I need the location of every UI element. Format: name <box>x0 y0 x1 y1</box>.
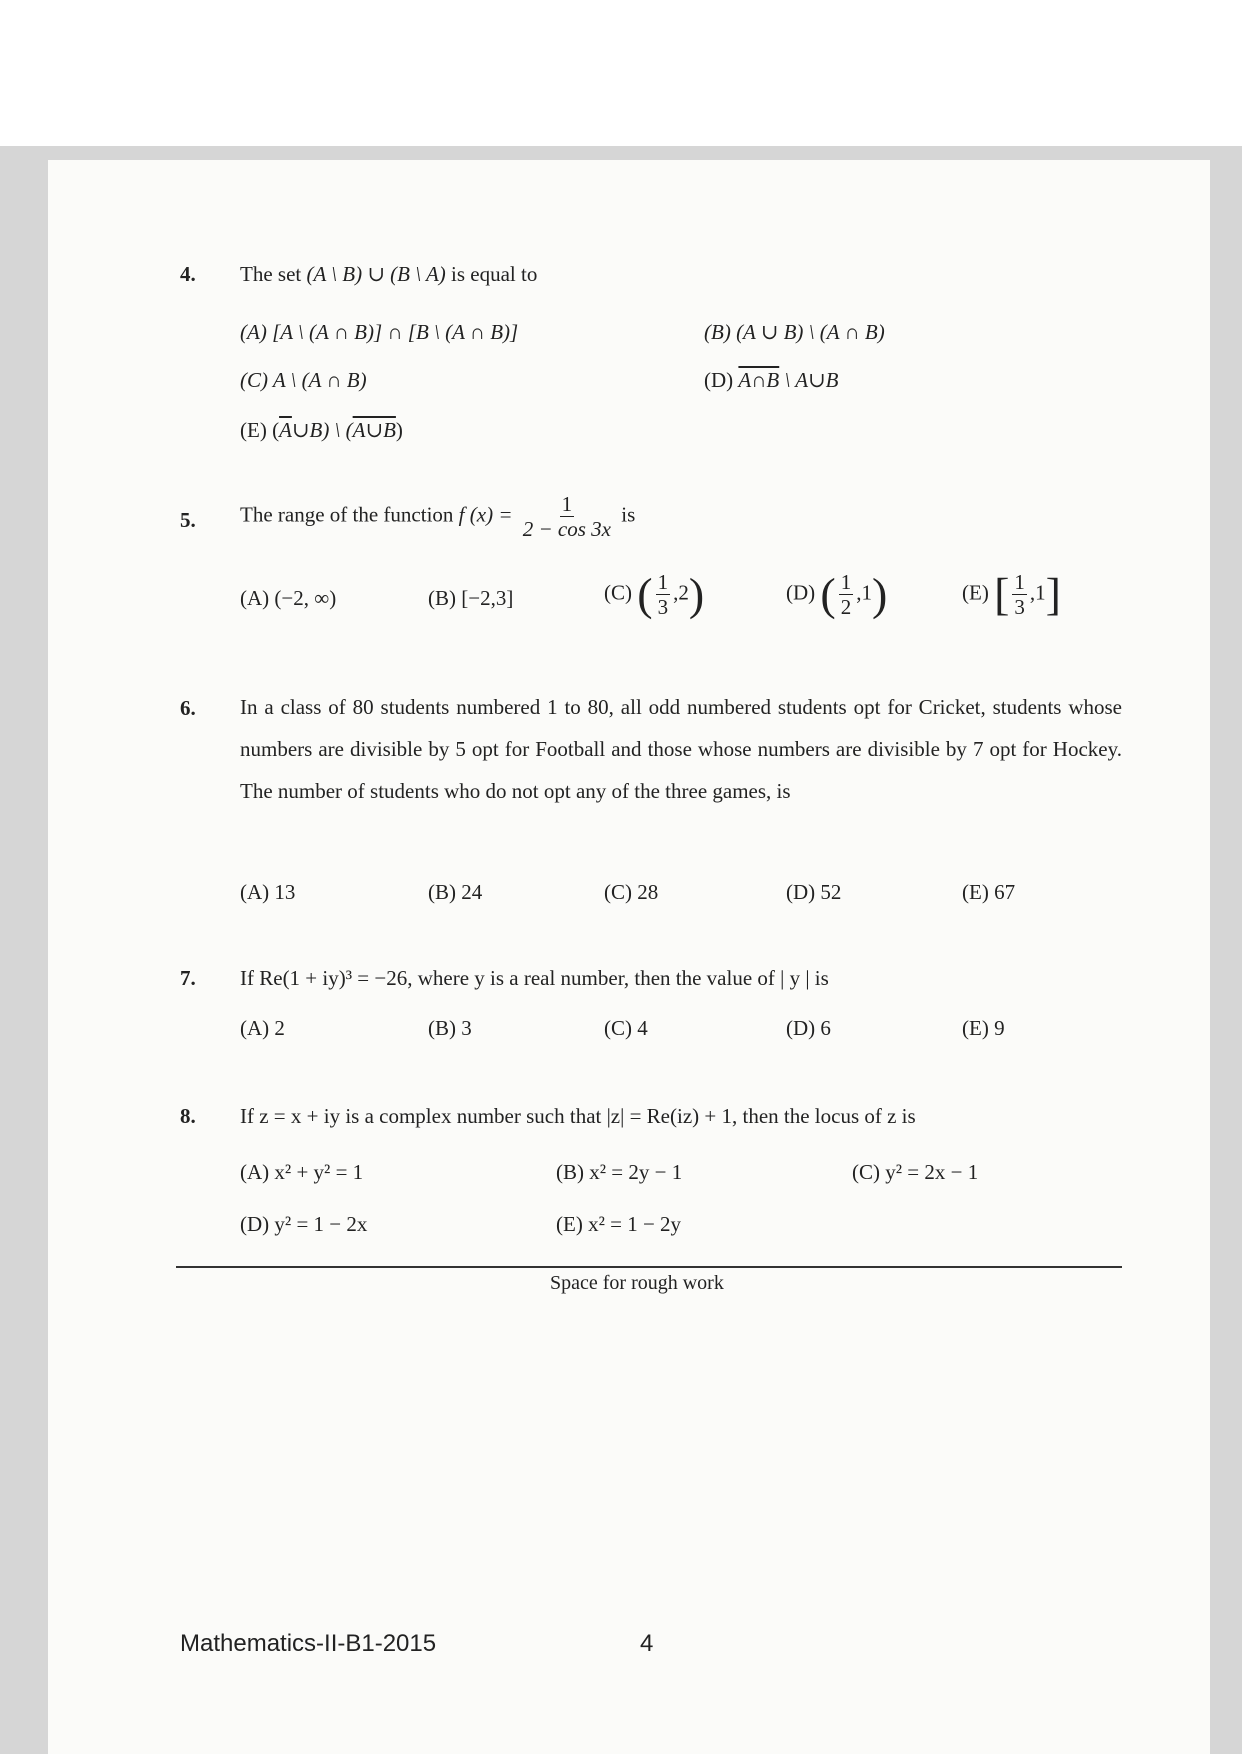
paper-sheet <box>48 160 1210 1754</box>
q8-option-c: (C) y² = 2x − 1 <box>852 1160 979 1184</box>
q7-option-c: (C) 4 <box>604 1016 648 1040</box>
q4-option-a: (A) [A \ (A ∩ B)] ∩ [B \ (A ∩ B)] <box>240 320 519 344</box>
q5-option-a: (A) (−2, ∞) <box>240 586 337 610</box>
q8-number: 8. <box>180 1104 196 1128</box>
q8-text: If z = x + iy is a complex number such that |z| = Re(iz) + 1, then the locus of z is <box>240 1104 916 1128</box>
q5-option-d: (D) ( $\frac{1}{2}$ ,1) <box>786 568 888 620</box>
q6-text: In a class of 80 students numbered 1 to 80, all odd numbered students opt for Cricket, students whose numbers are divisible by 5 opt for Football and those whose numbers are divisible by 7 opt for Hockey. The number of students who do not opt any of the three games, is <box>240 695 1122 803</box>
q8-option-e: (E) x² = 1 − 2y <box>556 1212 682 1236</box>
q7-option-d: (D) 6 <box>786 1016 831 1040</box>
q4-text: The set (A \ B) ∪ (B \ A) is equal to <box>240 262 538 286</box>
q8-option-a: (A) x² + y² = 1 <box>240 1160 364 1184</box>
rough-work-divider <box>176 1266 1122 1268</box>
paper-code: Mathematics-II-B1-2015 <box>180 1630 437 1657</box>
q4-option-b: (B) (A ∪ B) \ (A ∩ B) <box>704 320 885 344</box>
q7-option-b: (B) 3 <box>428 1016 472 1040</box>
q8-option-d: (D) y² = 1 − 2x <box>240 1212 368 1236</box>
q6-number: 6. <box>180 696 196 720</box>
q6-option-d: (D) 52 <box>786 880 842 904</box>
q7-option-e: (E) 9 <box>962 1016 1005 1040</box>
q4-number: 4. <box>180 262 196 286</box>
q6-option-c: (C) 28 <box>604 880 659 904</box>
q6-option-a: (A) 13 <box>240 880 296 904</box>
q6-option-e: (E) 67 <box>962 880 1016 904</box>
q7-text: If Re(1 + iy)³ = −26, where y is a real number, then the value of | y | is <box>240 966 829 990</box>
q4-option-d: (D) A∩B \ A∪B <box>704 368 839 392</box>
page-number: 4 <box>640 1630 654 1657</box>
q6-option-b: (B) 24 <box>428 880 483 904</box>
q5-option-b: (B) [−2,3] <box>428 586 514 610</box>
rough-work-label: Space for rough work <box>550 1272 724 1294</box>
q5-text: The range of the function f (x) = $\frac{1}{2 - \cos 3x}$ is <box>240 492 636 542</box>
q4-option-e: (E) $(\overline{A}\cup B)$ \ (A∪B) <box>240 418 403 442</box>
q5-number: 5. <box>180 508 196 532</box>
q5-option-c: (C) ( $\frac{1}{3}$ ,2) <box>604 568 705 620</box>
q5-option-e: (E) [ $\frac{1}{3}$ ,1] <box>962 568 1061 620</box>
q7-number: 7. <box>180 966 196 990</box>
q8-option-b: (B) x² = 2y − 1 <box>556 1160 683 1184</box>
q4-option-c: (C) A \ (A ∩ B) <box>240 368 367 392</box>
q7-option-a: (A) 2 <box>240 1016 285 1040</box>
q5-fraction: $\frac{1}{2 - \cos 3x}$ <box>522 492 611 542</box>
